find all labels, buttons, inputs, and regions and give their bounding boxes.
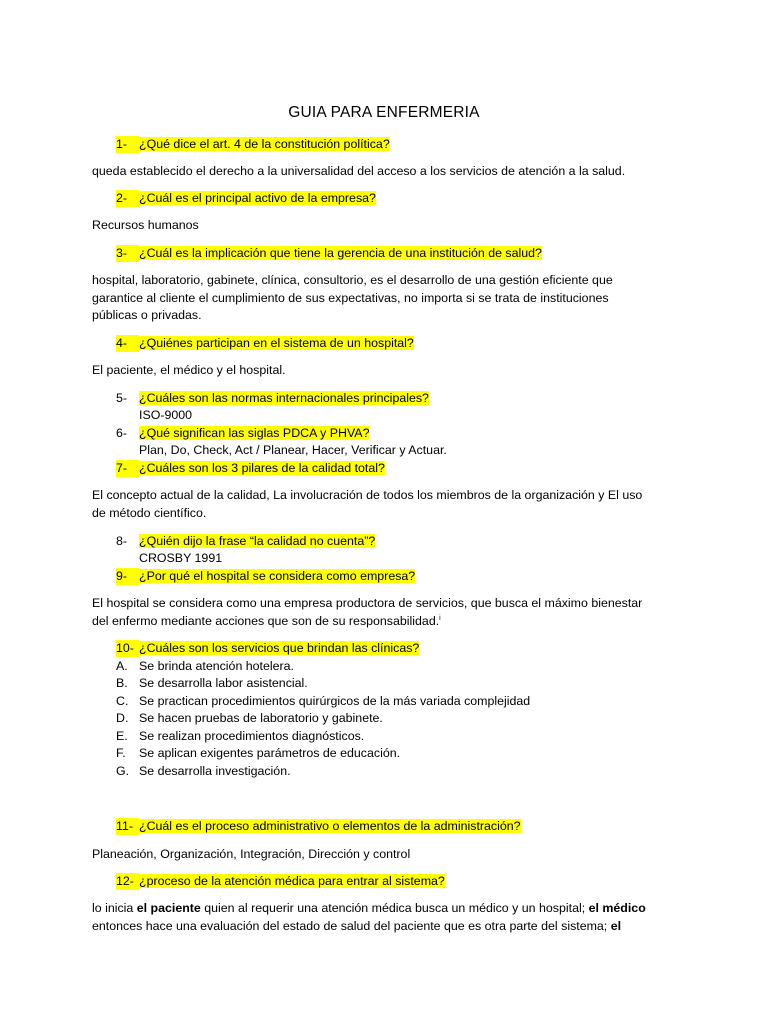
- answer-11: Planeación, Organización, Integración, Dirección y control: [92, 847, 411, 861]
- list-item: G. Se desarrolla investigación.: [116, 764, 291, 778]
- list-item: D. Se hacen pruebas de laboratorio y gabinete.: [116, 711, 383, 725]
- answer-1: queda establecido el derecho a la universalidad del acceso a los servicios de atención a la salud.: [92, 164, 626, 178]
- question-2: 2- ¿Cuál es el principal activo de la empresa?: [116, 191, 376, 205]
- list-item: C. Se practican procedimientos quirúrgicos de la más variada complejidad: [116, 694, 531, 708]
- answer-12-line-1: lo inicia el paciente quien al requerir una atención médica busca un médico y un hospital; el médico: [92, 901, 646, 915]
- answer-8: CROSBY 1991: [139, 551, 223, 565]
- page-title: GUIA PARA ENFERMERIA: [288, 104, 480, 121]
- question-4: 4- ¿Quiénes participan en el sistema de un hospital?: [116, 336, 414, 350]
- list-item: B. Se desarrolla labor asistencial.: [116, 676, 308, 690]
- answer-7-line-2: de método científico.: [92, 506, 207, 520]
- question-5: 5- ¿Cuáles son las normas internacionales principales?: [116, 391, 429, 405]
- answer-12-line-2: entonces hace una evaluación del estado de salud del paciente que es otra parte del sistema; el: [92, 919, 622, 933]
- question-3: 3- ¿Cuál es la implicación que tiene la gerencia de una institución de salud?: [116, 246, 542, 260]
- answer-7-line-1: El concepto actual de la calidad, La involucración de todos los miembros de la organización y El uso: [92, 488, 643, 502]
- question-1: 1- ¿Qué dice el art. 4 de la constitución política?: [116, 137, 390, 151]
- answer-3-line-3: públicas o privadas.: [92, 308, 202, 322]
- answer-2: Recursos humanos: [92, 218, 199, 232]
- question-9: 9- ¿Por qué el hospital se considera como empresa?: [116, 569, 416, 583]
- question-6: 6- ¿Qué significan las siglas PDCA y PHVA?: [116, 426, 370, 440]
- answer-3-line-1: hospital, laboratorio, gabinete, clínica, consultorio, es el desarrollo de una gestión eficiente que: [92, 273, 613, 287]
- question-12: 12- ¿proceso de la atención médica para entrar al sistema?: [116, 874, 445, 888]
- answer-9-line-2: del enfermo mediante acciones que son de su responsabilidad.$^i$: [92, 614, 441, 628]
- answer-6: Plan, Do, Check, Act / Planear, Hacer, Verificar y Actuar.: [139, 443, 447, 457]
- endnote-marker[interactable]: i: [439, 614, 441, 622]
- answer-9-line-1: El hospital se considera como una empresa productora de servicios, que busca el máximo bienestar: [92, 596, 643, 610]
- question-7: 7- ¿Cuáles son los 3 pilares de la calidad total?: [116, 461, 385, 475]
- question-10: 10- ¿Cuáles son los servicios que brindan las clínicas?: [116, 641, 420, 655]
- answer-4: El paciente, el médico y el hospital.: [92, 363, 286, 377]
- question-8: 8- ¿Quién dijo la frase “la calidad no cuenta”?: [116, 534, 376, 548]
- answer-3-line-2: garantice al cliente el cumplimiento de sus expectativas, no importa si se trata de instituciones: [92, 291, 609, 305]
- answer-5: ISO-9000: [139, 408, 193, 422]
- question-11: 11- ¿Cuál es el proceso administrativo o elementos de la administración?: [116, 819, 521, 833]
- list-item: F. Se aplican exigentes parámetros de educación.: [116, 746, 401, 760]
- list-item: A. Se brinda atención hotelera.: [116, 659, 294, 673]
- list-item: E. Se realizan procedimientos diagnósticos.: [116, 729, 365, 743]
